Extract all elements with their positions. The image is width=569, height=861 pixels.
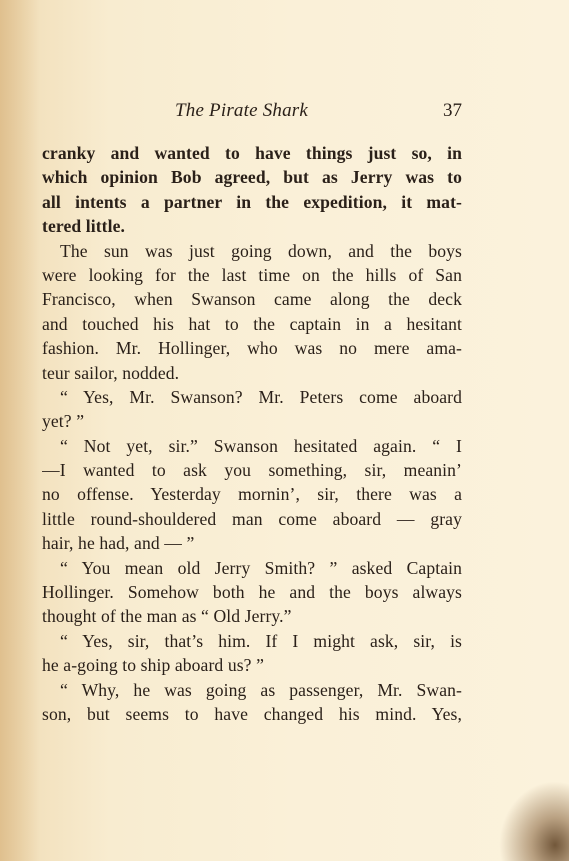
text-line: Francisco, when Swanson came along the deck xyxy=(42,289,462,310)
text-line: which opinion Bob agreed, but as Jerry was to xyxy=(42,167,462,188)
text-line: “ Yes, Mr. Swanson? Mr. Peters come aboard xyxy=(60,386,462,407)
body-text xyxy=(42,141,462,726)
text-line: The sun was just going down, and the boys xyxy=(60,240,462,261)
text-line: “ Yes, sir, that’s him. If I might ask, sir, is xyxy=(60,630,462,651)
text-line: “ You mean old Jerry Smith? ” asked Captain xyxy=(60,557,462,578)
text-line: teur sailor, nodded. xyxy=(42,362,180,383)
text-line: fashion. Mr. Hollinger, who was no mere ama- xyxy=(42,338,462,359)
page-number: 37 xyxy=(443,100,462,121)
page-spine-shadow xyxy=(0,0,40,861)
text-line: and touched his hat to the captain in a hesitant xyxy=(42,313,462,334)
text-line: tered little. xyxy=(42,216,126,237)
text-line: thought of the man as “ Old Jerry.” xyxy=(42,606,292,627)
text-line: all intents a partner in the expedition, it mat- xyxy=(42,191,462,212)
text-line: cranky and wanted to have things just so, in xyxy=(42,143,462,163)
text-line: Hollinger. Somehow both he and the boys always xyxy=(42,582,462,603)
text-line: “ Not yet, sir.” Swanson hesitated again. “ I xyxy=(60,435,462,456)
text-line: no offense. Yesterday mornin’, sir, there was a xyxy=(42,484,462,505)
page-header xyxy=(42,100,462,126)
text-line: were looking for the last time on the hills of San xyxy=(42,264,462,285)
text-line: —I wanted to ask you something, sir, meanin’ xyxy=(42,460,462,481)
text-line: “ Why, he was going as passenger, Mr. Swan- xyxy=(60,679,462,700)
text-line: yet? ” xyxy=(42,411,85,432)
text-line: son, but seems to have changed his mind. Yes, xyxy=(42,703,462,724)
text-line: little round-shouldered man come aboard — gray xyxy=(42,508,462,529)
running-title: The Pirate Shark xyxy=(175,100,309,121)
text-line: he a-going to ship aboard us? ” xyxy=(42,655,264,676)
text-line: hair, he had, and — ” xyxy=(42,533,195,554)
page-corner-stain xyxy=(499,781,569,861)
